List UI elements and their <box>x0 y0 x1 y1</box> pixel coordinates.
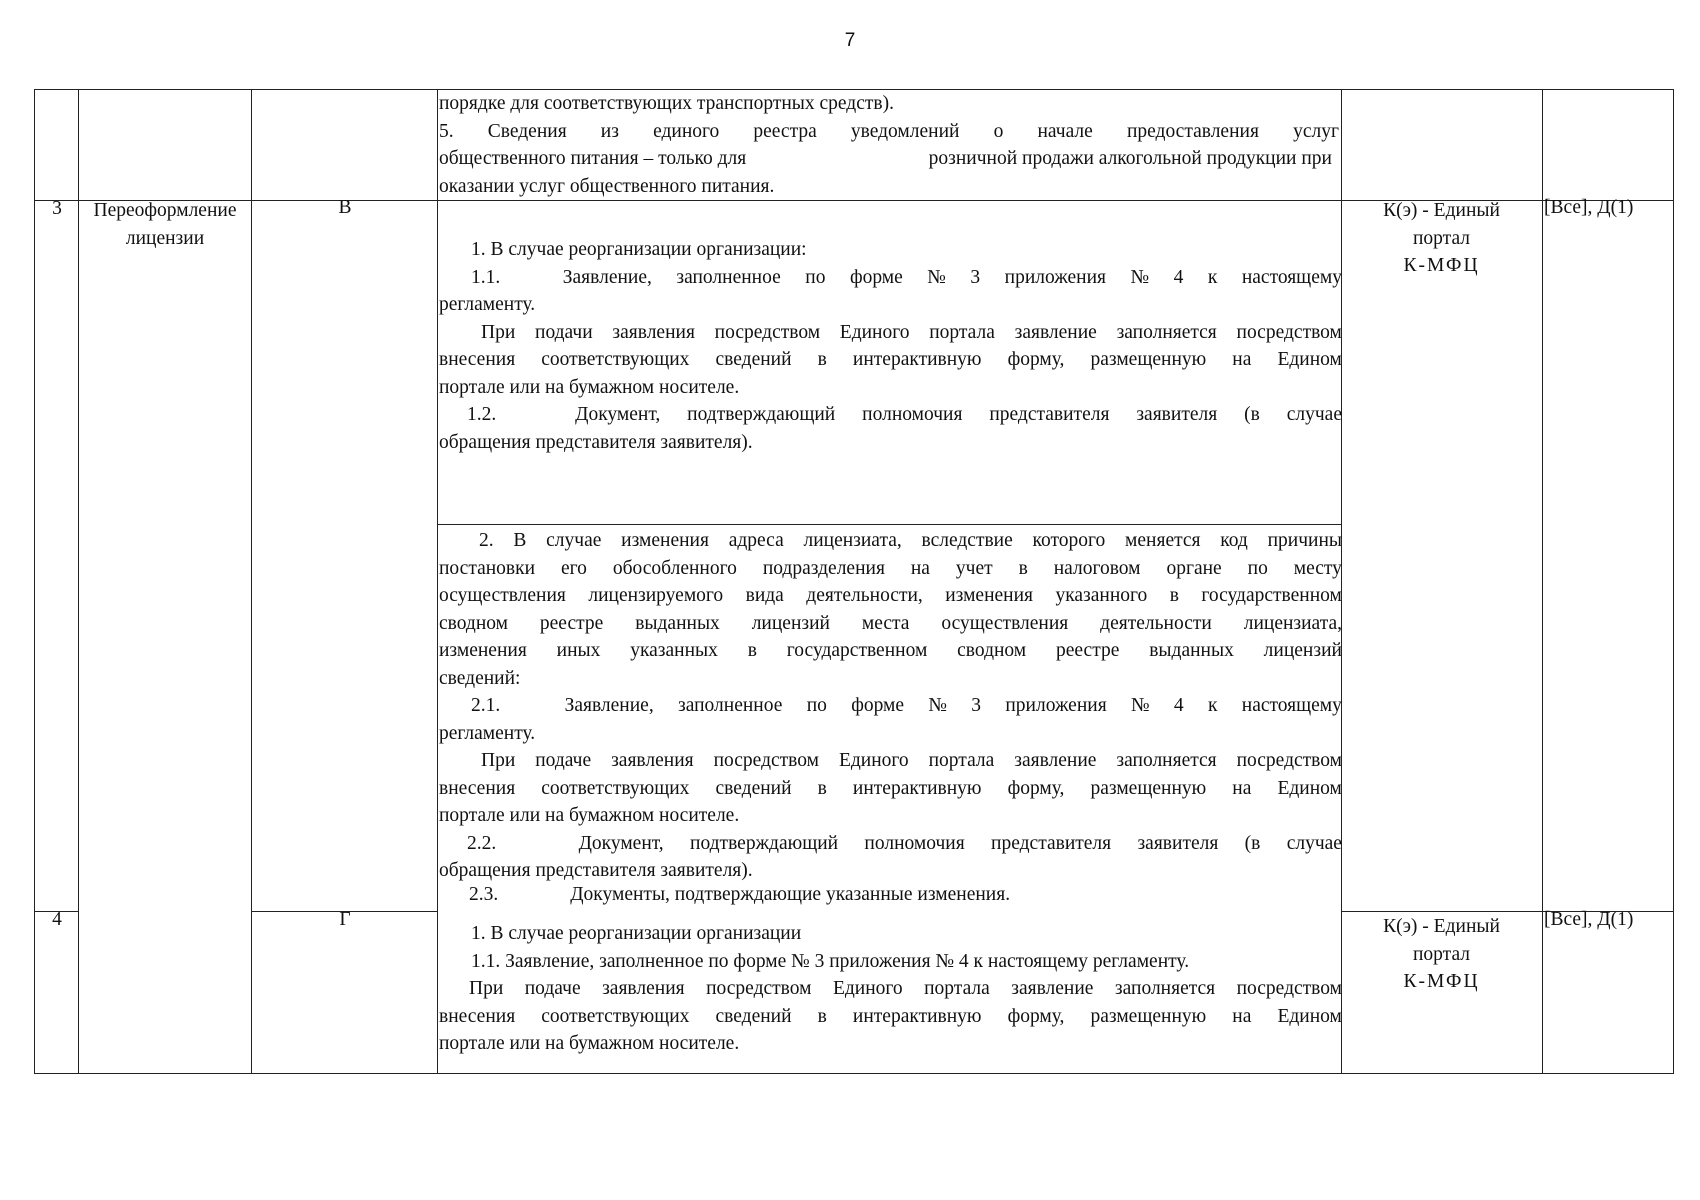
block2-item-2-1: 2.1. Заявление, заполненное по форме № 3 приложения № 4 к настоящему <box>471 695 1342 716</box>
row4-category: [Все], Д(1) <box>1544 909 1634 930</box>
prev-item-5-line-3: оказании услуг общественного питания. <box>439 175 775 197</box>
block2-portal-line-2: внесения соответствующих сведений в интерактивную форму, размещенную на Едином <box>439 777 1342 799</box>
row4-code: Г <box>339 909 351 930</box>
row4-portal-line-2: внесения соответствующих сведений в интерактивную форму, размещенную на Едином <box>439 1005 1342 1027</box>
prev-item-5-line-2: общественного питания – только для розничной продажи алкогольной продукции при <box>439 148 1332 169</box>
block2-line-2: постановки его обособленного подразделения на учет в налоговом органе по месту <box>439 557 1342 579</box>
services-table <box>34 89 1674 1073</box>
col-border-5 <box>1542 89 1543 1073</box>
row3-block-1 <box>439 236 1342 456</box>
row4-access-channels: К(э) - Единый портал К-МФЦ <box>1383 916 1500 992</box>
page-number: 7 <box>844 30 856 51</box>
block1-item-1-1: 1.1. Заявление, заполненное по форме № 3 приложения № 4 к настоящему <box>471 266 1342 288</box>
block2-item-2-1-cont: регламенту. <box>439 722 536 744</box>
block2-portal-line-3: портале или на бумажном носителе. <box>439 805 740 826</box>
block2-line-4: сводном реестре выданных лицензий места осуществления деятельности лицензиата, <box>439 612 1342 634</box>
block2-portal-line-1: При подаче заявления посредством Единого портала заявление заполняется посредством <box>481 750 1342 771</box>
row3-category: [Все], Д(1) <box>1544 197 1634 218</box>
block2-line-3: осуществления лицензируемого вида деятельности, изменения указанного в государственном <box>439 585 1342 606</box>
row3-block-2 <box>439 527 1342 908</box>
table-bottom-border <box>34 1073 1674 1074</box>
prev-line-1: порядке для соответствующих транспортных средств). <box>439 93 894 114</box>
block1-item-1-2: 1.2. Документ, подтверждающий полномочия представителя заявителя (в случае <box>467 404 1342 425</box>
block2-line-5: изменения иных указанных в государственном сводном реестре выданных лицензий <box>439 640 1342 661</box>
col-border-1 <box>78 89 79 1073</box>
subrow-divider <box>438 524 1342 525</box>
row3-service-name: Переоформление лицензии <box>93 200 237 249</box>
block1-portal-line-1: При подачи заявления посредством Единого портала заявление заполняется посредством <box>481 321 1342 343</box>
block2-item-2-3: 2.3. Документы, подтверждающие указанные изменения. <box>469 883 1011 905</box>
col-border-2 <box>251 89 252 1073</box>
row3-number: 3 <box>52 198 62 219</box>
block1-item-1-1-cont: регламенту. <box>439 294 536 315</box>
block1-portal-line-3: портале или на бумажном носителе. <box>439 376 740 398</box>
row4-portal-line-1: При подаче заявления посредством Единого портала заявление заполняется посредством <box>469 978 1342 999</box>
col-border-3 <box>437 89 438 1073</box>
block2-item-2-2-cont: обращения представителя заявителя). <box>439 860 753 881</box>
row4-docs <box>439 920 1342 1058</box>
block2-line-6: сведений: <box>439 667 521 689</box>
col-border-6 <box>1673 89 1674 1073</box>
prev-item-5-line: 5. Сведения из единого реестра уведомлений о начале предоставления услуг <box>439 120 1339 142</box>
block1-item-1-2-cont: обращения представителя заявителя). <box>439 431 753 453</box>
block1-heading: 1. В случае реорганизации организации: <box>471 239 807 260</box>
block2-heading: 2. В случае изменения адреса лицензиата, вследствие которого меняется код причины <box>479 530 1342 551</box>
row3-code: В <box>338 197 352 218</box>
prev-row-docs <box>439 90 1339 200</box>
col-border-0 <box>34 89 35 1073</box>
block2-item-2-2: 2.2. Документ, подтверждающий полномочия представителя заявителя (в случае <box>467 832 1342 854</box>
row4-portal-line-3: портале или на бумажном носителе. <box>439 1033 740 1054</box>
row4-item-1-1: 1.1. Заявление, заполненное по форме № 3 приложения № 4 к настоящему регламенту. <box>471 950 1190 972</box>
row3-access-channels: К(э) - Единый портал К-МФЦ <box>1383 200 1500 276</box>
block1-portal-line-2: внесения соответствующих сведений в интерактивную форму, размещенную на Едином <box>439 349 1342 370</box>
row4-number: 4 <box>52 909 62 930</box>
row4-heading: 1. В случае реорганизации организации <box>471 923 802 944</box>
